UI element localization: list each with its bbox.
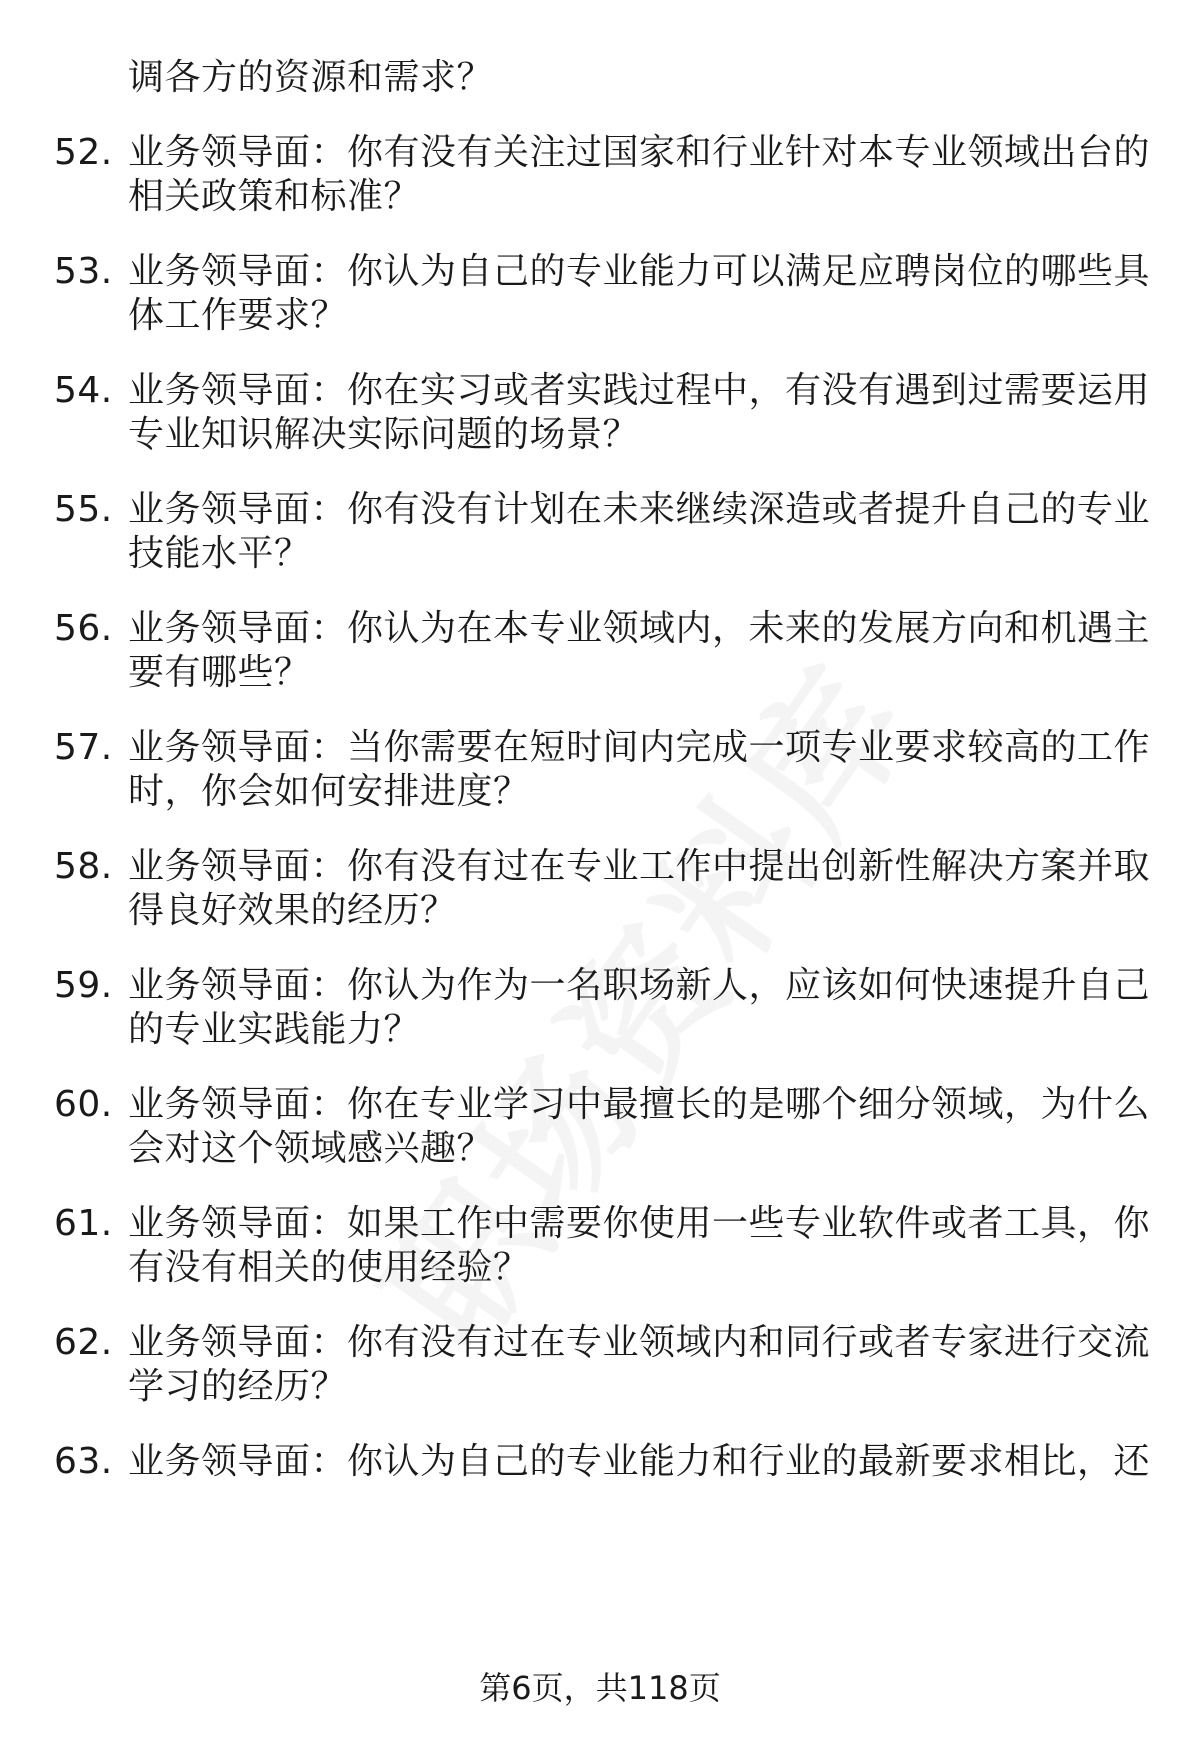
question-number: 58. bbox=[54, 846, 113, 887]
question-number: 57. bbox=[54, 727, 113, 768]
question-number: 52. bbox=[54, 132, 113, 173]
question-text-line2: 相关政策和标准？ bbox=[128, 176, 421, 217]
question-number: 61. bbox=[54, 1203, 113, 1244]
question-text-line1: 业务领导面：如果工作中需要你使用一些专业软件或者工具，你 bbox=[128, 1203, 1151, 1244]
question-number: 59. bbox=[54, 965, 113, 1006]
question-text-line2: 技能水平？ bbox=[128, 533, 311, 574]
question-text-line2: 时，你会如何安排进度？ bbox=[128, 771, 530, 812]
question-number: 60. bbox=[54, 1084, 113, 1125]
question-text-line1: 业务领导面：你有没有过在专业工作中提出创新性解决方案并取 bbox=[128, 846, 1151, 887]
continuation-line: 调各方的资源和需求？ bbox=[128, 57, 494, 98]
question-text-line1: 业务领导面：你有没有关注过国家和行业针对本专业领域出台的 bbox=[128, 132, 1151, 173]
question-text-line2: 会对这个领域感兴趣？ bbox=[128, 1128, 494, 1169]
page-footer: 第6页，共118页 bbox=[479, 1669, 721, 1707]
question-text-line1: 业务领导面：你有没有过在专业领域内和同行或者专家进行交流 bbox=[128, 1322, 1151, 1363]
question-text-line2: 的专业实践能力？ bbox=[128, 1009, 421, 1050]
question-text-line2: 体工作要求？ bbox=[128, 295, 348, 336]
question-text-line1: 业务领导面：你认为自己的专业能力可以满足应聘岗位的哪些具 bbox=[128, 251, 1151, 292]
question-text-line1: 业务领导面：你在实习或者实践过程中，有没有遇到过需要运用 bbox=[128, 370, 1151, 411]
question-number: 56. bbox=[54, 608, 113, 649]
question-text-line1: 业务领导面：你认为在本专业领域内，未来的发展方向和机遇主 bbox=[128, 608, 1151, 649]
question-number: 63. bbox=[54, 1441, 113, 1482]
question-text-line2: 有没有相关的使用经验？ bbox=[128, 1247, 530, 1288]
question-text-line2: 学习的经历？ bbox=[128, 1366, 348, 1407]
question-text-line2: 专业知识解决实际问题的场景？ bbox=[128, 414, 640, 455]
question-text-line1: 业务领导面：你认为作为一名职场新人，应该如何快速提升自己 bbox=[128, 965, 1151, 1006]
question-text-line1: 业务领导面：你在专业学习中最擅长的是哪个细分领域，为什么 bbox=[128, 1084, 1151, 1125]
question-number: 55. bbox=[54, 489, 113, 530]
question-text-line1: 业务领导面：你认为自己的专业能力和行业的最新要求相比，还 bbox=[128, 1441, 1151, 1482]
question-number: 54. bbox=[54, 370, 113, 411]
question-number: 62. bbox=[54, 1322, 113, 1363]
question-text-line2: 得良好效果的经历？ bbox=[128, 890, 457, 931]
question-text-line2: 要有哪些？ bbox=[128, 652, 311, 693]
question-text-line1: 业务领导面：当你需要在短时间内完成一项专业要求较高的工作 bbox=[128, 727, 1151, 768]
question-number: 53. bbox=[54, 251, 113, 292]
question-text-line1: 业务领导面：你有没有计划在未来继续深造或者提升自己的专业 bbox=[128, 489, 1151, 530]
